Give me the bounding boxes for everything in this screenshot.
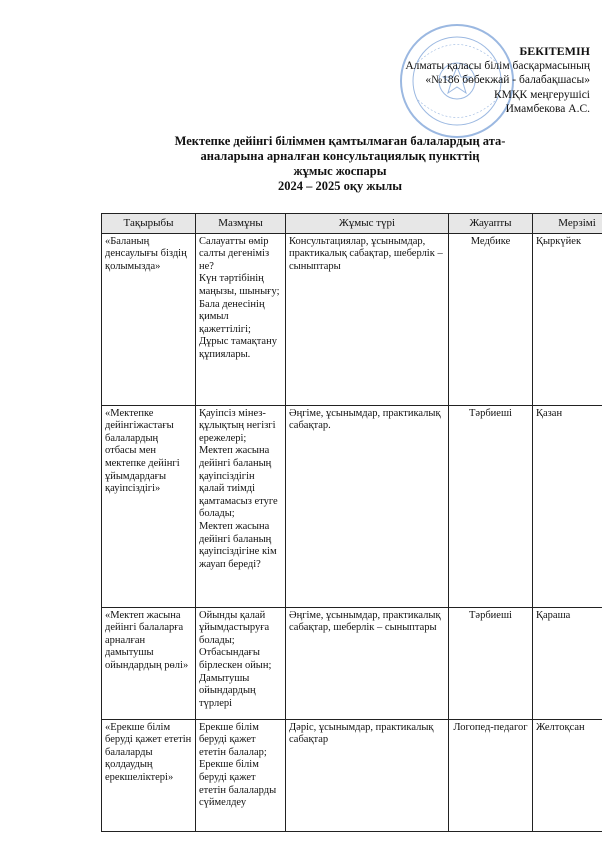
- content-item: Ойынды қалай ұйымдастыруға болады;: [199, 609, 270, 646]
- cell-work-type: Консультациялар, ұсынымдар, практикалық сабақтар, шеберлік – сыныптары: [286, 233, 449, 405]
- approval-heading: БЕКІТЕМІН: [519, 44, 590, 58]
- header-responsible: Жауапты: [449, 214, 533, 234]
- cell-content: [196, 233, 286, 405]
- header-topic: Тақырыбы: [102, 214, 196, 234]
- content-item: Мектеп жасына дейінгі баланың қауіпсіздігін қалай тиімді қамтамасыз етуге болады;: [199, 445, 278, 520]
- document-title: [150, 134, 530, 194]
- approval-line-4: Имамбекова А.С.: [505, 103, 590, 115]
- content-item: Салауатты өмір салты дегеніміз не?: [199, 235, 270, 272]
- content-item: Күн тәртібінің маңызы, шынығу;: [199, 273, 280, 297]
- cell-responsible: Тәрбиеші: [449, 405, 533, 607]
- work-plan-table: [101, 213, 602, 832]
- approval-line-3: КМҚК меңгерушісі: [493, 88, 590, 101]
- title-line-4: 2024 – 2025 оқу жылы: [277, 179, 403, 193]
- header-content: Мазмұны: [196, 214, 286, 234]
- cell-period: Қыркүйек: [533, 233, 602, 405]
- approval-line-2: «№186 бөбекжай - балабақшасы»: [425, 74, 590, 86]
- cell-responsible: Логопед-педагог: [449, 719, 533, 831]
- title-line-2: аналарына арналған консультациялық пункттің: [200, 149, 480, 163]
- table-row: [102, 405, 602, 607]
- cell-topic: «Мектеп жасына дейінгі балаларға арналған дамытушы ойындардың рөлі»: [102, 607, 196, 719]
- content-item: Бала денесінің қимыл қажеттілігі;: [199, 298, 265, 335]
- title-line-3: жұмыс жоспары: [293, 164, 387, 178]
- cell-work-type: Әңгіме, ұсынымдар, практикалық сабақтар, шеберлік – сыныптары: [286, 607, 449, 719]
- cell-work-type: Дәріс, ұсынымдар, практикалық сабақтар: [286, 719, 449, 831]
- header-period: Мерзімі: [533, 214, 602, 234]
- cell-topic: «Мектепке дейінгіжастағы балалардың отбасы мен мектепке дейінгі ұйымдардағы қауіпсіздігі»: [102, 405, 196, 607]
- cell-responsible: Тәрбиеші: [449, 607, 533, 719]
- table-header-row: [102, 214, 602, 234]
- table-row: [102, 607, 602, 719]
- cell-work-type: Әңгіме, ұсынымдар, практикалық сабақтар.: [286, 405, 449, 607]
- cell-topic: «Ерекше білім беруді қажет ететін балаларды қолдаудың ерекшеліктері»: [102, 719, 196, 831]
- content-item: Қауіпсіз мінез-құлықтың негізгі ережелері;: [199, 407, 276, 444]
- content-item: Дұрыс тамақтану құпиялары.: [199, 336, 277, 360]
- approval-line-1: Алматы қаласы білім басқармасының: [405, 59, 590, 72]
- content-item: Дамытушы ойындардың түрлері: [199, 672, 256, 709]
- cell-content: [196, 719, 286, 831]
- approval-block: [405, 44, 590, 117]
- header-work-type: Жұмыс түрі: [286, 214, 449, 234]
- table-row: [102, 719, 602, 831]
- table-row: [102, 233, 602, 405]
- content-item: Ерекше білім беруді қажет ететін балаларды сүймелдеу: [199, 759, 277, 809]
- cell-content: [196, 405, 286, 607]
- content-item: Отбасындағы бірлескен ойын;: [199, 647, 272, 671]
- cell-responsible: Медбике: [449, 233, 533, 405]
- cell-period: Желтоқсан: [533, 719, 602, 831]
- content-item: Мектеп жасына дейінгі баланың қауіпсіздігіне кім жауап береді?: [199, 520, 277, 570]
- content-item: Ерекше білім беруді қажет ететін балалар;: [199, 721, 267, 758]
- title-line-1: Мектепке дейінгі біліммен қамтылмаған балалардың ата-: [174, 134, 506, 148]
- cell-topic: «Баланың денсаулығы біздің қолымызда»: [102, 233, 196, 405]
- cell-period: Қараша: [533, 607, 602, 719]
- cell-content: [196, 607, 286, 719]
- cell-period: Қазан: [533, 405, 602, 607]
